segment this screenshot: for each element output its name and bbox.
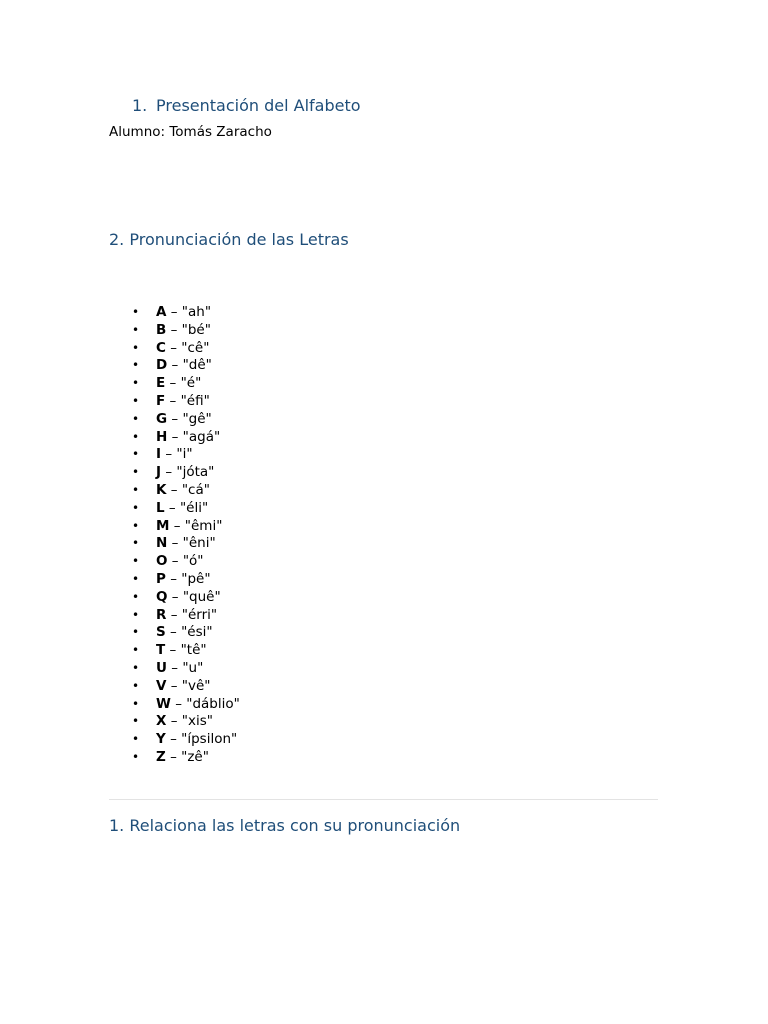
letter: W <box>156 695 171 712</box>
separator: – <box>166 606 182 623</box>
pronunciation: "tê" <box>180 642 207 659</box>
pronunciation: "bé" <box>181 321 211 338</box>
bullet-icon: • <box>132 429 140 444</box>
letter: I <box>156 446 162 463</box>
list-item <box>132 749 240 767</box>
pronunciation: "érri" <box>181 606 218 623</box>
separator: – <box>165 624 182 641</box>
list-item <box>132 375 240 393</box>
letter: E <box>156 375 166 392</box>
heading-number: 1. <box>132 96 148 115</box>
letter: G <box>156 410 168 427</box>
bullet-icon: • <box>132 376 140 391</box>
list-item <box>132 624 240 642</box>
student-name: Alumno: Tomás Zaracho <box>109 124 272 140</box>
separator: – <box>165 642 181 659</box>
letter: Y <box>156 731 166 748</box>
separator: – <box>167 357 183 374</box>
separator: – <box>165 570 182 587</box>
list-item <box>132 464 240 482</box>
list-item <box>132 340 240 358</box>
separator: – <box>166 481 182 498</box>
separator: – <box>165 339 182 356</box>
pronunciation: "quê" <box>182 588 221 605</box>
bullet-icon: • <box>132 358 140 373</box>
separator: – <box>166 659 183 676</box>
list-item <box>132 660 240 678</box>
separator: – <box>161 464 177 481</box>
separator: – <box>165 375 181 392</box>
section-heading-pronunciation: 2. Pronunciación de las Letras <box>109 230 349 249</box>
bullet-icon: • <box>132 340 140 355</box>
letter: T <box>156 642 166 659</box>
letter: V <box>156 677 167 694</box>
separator: – <box>165 748 182 765</box>
list-item <box>132 678 240 696</box>
list-item <box>132 429 240 447</box>
list-item <box>132 642 240 660</box>
bullet-icon: • <box>132 571 140 586</box>
pronunciation: "êni" <box>182 535 216 552</box>
letter: F <box>156 392 166 409</box>
bullet-icon: • <box>132 411 140 426</box>
pronunciation: "jóta" <box>176 464 215 481</box>
letter: N <box>156 535 168 552</box>
pronunciation: "é" <box>180 375 202 392</box>
bullet-icon: • <box>132 536 140 551</box>
pronunciation: "ípsilon" <box>181 731 238 748</box>
pronunciation: "cá" <box>181 481 210 498</box>
pronunciation: "éli" <box>179 499 209 516</box>
bullet-icon: • <box>132 554 140 569</box>
separator: – <box>167 428 183 445</box>
pronunciation: "i" <box>176 446 193 463</box>
pronunciation: "cê" <box>181 339 210 356</box>
pronunciation: "ési" <box>181 624 213 641</box>
separator: – <box>167 410 183 427</box>
list-item <box>132 500 240 518</box>
pronunciation: "ah" <box>181 304 212 320</box>
pronunciation: "pê" <box>181 570 211 587</box>
bullet-icon: • <box>132 714 140 729</box>
list-item <box>132 518 240 536</box>
list-item <box>132 393 240 411</box>
letter: A <box>156 304 167 320</box>
list-item <box>132 411 240 429</box>
separator: – <box>167 553 183 570</box>
letter: C <box>156 339 166 356</box>
bullet-icon: • <box>132 322 140 337</box>
heading-title: Presentación del Alfabeto <box>156 96 361 115</box>
list-item <box>132 589 240 607</box>
bullet-icon: • <box>132 660 140 675</box>
list-item <box>132 571 240 589</box>
pronunciation: "dê" <box>182 357 212 374</box>
letter: P <box>156 570 166 587</box>
list-item <box>132 482 240 500</box>
letter: J <box>156 464 162 481</box>
letter: K <box>156 481 167 498</box>
letter: Q <box>156 588 168 605</box>
bullet-icon: • <box>132 518 140 533</box>
letter: D <box>156 357 168 374</box>
letter: M <box>156 517 170 534</box>
bullet-icon: • <box>132 393 140 408</box>
horizontal-divider <box>109 799 658 800</box>
pronunciation: "dáblio" <box>186 695 240 712</box>
pronunciation: "ó" <box>182 553 204 570</box>
letter: Z <box>156 748 166 765</box>
bullet-icon: • <box>132 696 140 711</box>
letter: B <box>156 321 167 338</box>
bullet-icon: • <box>132 678 140 693</box>
letter: R <box>156 606 167 623</box>
bullet-icon: • <box>132 607 140 622</box>
bullet-icon: • <box>132 465 140 480</box>
bullet-icon: • <box>132 589 140 604</box>
pronunciation: "vê" <box>181 677 211 694</box>
pronunciation: "gê" <box>182 410 212 427</box>
pronunciation: "u" <box>182 659 204 676</box>
bullet-icon: • <box>132 732 140 747</box>
list-item <box>132 304 240 322</box>
list-item <box>132 607 240 625</box>
list-item <box>132 713 240 731</box>
bullet-icon: • <box>132 625 140 640</box>
list-item <box>132 535 240 553</box>
list-item <box>132 731 240 749</box>
bullet-icon: • <box>132 482 140 497</box>
bullet-icon: • <box>132 500 140 515</box>
separator: – <box>170 695 187 712</box>
bullet-icon: • <box>132 749 140 764</box>
letter: U <box>156 659 167 676</box>
separator: – <box>165 731 182 748</box>
separator: – <box>166 677 182 694</box>
separator: – <box>166 321 182 338</box>
list-item <box>132 322 240 340</box>
separator: – <box>167 535 183 552</box>
bullet-icon: • <box>132 305 140 319</box>
separator: – <box>166 713 182 730</box>
letter: X <box>156 713 167 730</box>
list-item <box>132 446 240 464</box>
pronunciation: "agá" <box>182 428 221 445</box>
separator: – <box>161 446 177 463</box>
separator: – <box>166 304 182 320</box>
list-item <box>132 357 240 375</box>
separator: – <box>167 588 183 605</box>
separator: – <box>165 392 181 409</box>
list-item <box>132 696 240 714</box>
pronunciation: "êmi" <box>184 517 223 534</box>
letter: L <box>156 499 165 516</box>
section-heading-alphabet <box>132 96 361 115</box>
letter: H <box>156 428 168 445</box>
list-item <box>132 553 240 571</box>
bullet-icon: • <box>132 447 140 462</box>
pronunciation: "éfi" <box>180 392 210 409</box>
letter: S <box>156 624 166 641</box>
section-heading-matching: 1. Relaciona las letras con su pronunciación <box>109 816 461 835</box>
bullet-icon: • <box>132 643 140 658</box>
separator: – <box>164 499 180 516</box>
separator: – <box>169 517 185 534</box>
letter-pronunciation-list <box>132 304 240 767</box>
pronunciation: "zê" <box>181 748 209 765</box>
letter: O <box>156 553 168 570</box>
pronunciation: "xis" <box>181 713 213 730</box>
